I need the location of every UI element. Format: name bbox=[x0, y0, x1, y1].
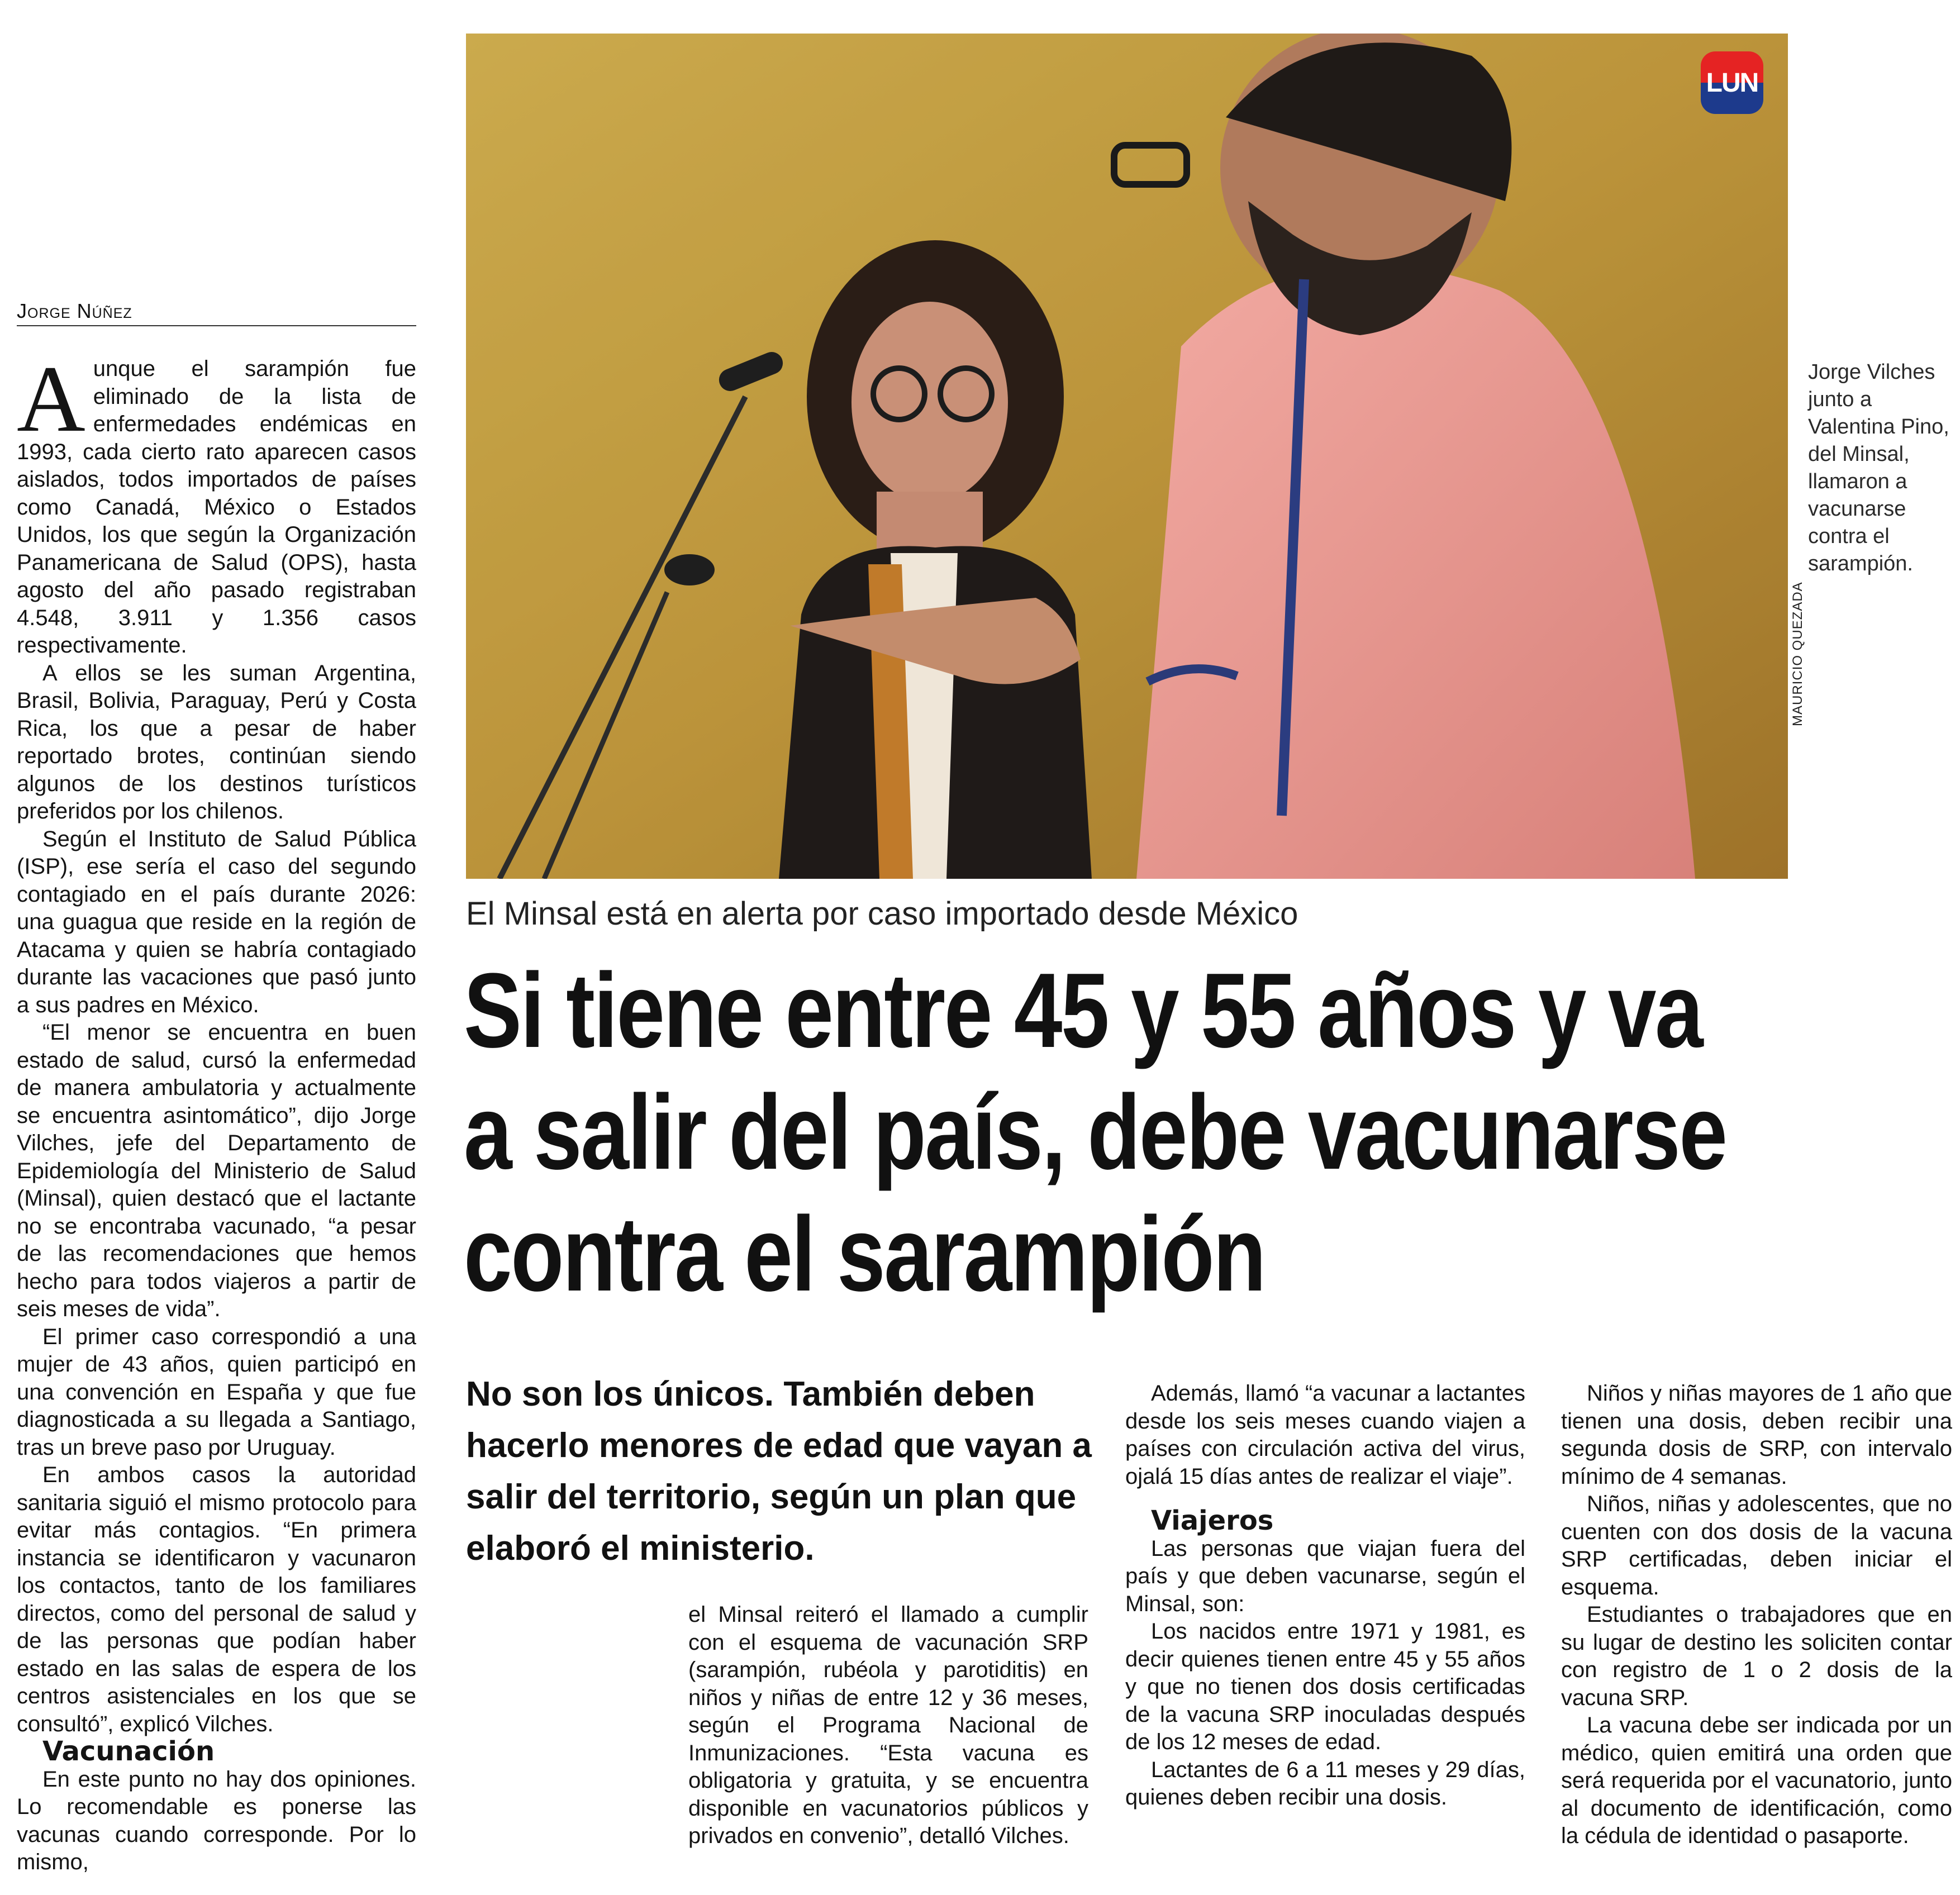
paragraph: unque el sarampión fue eliminado de la lista de enfermedades endémicas en 1993, cada cierto rato aparecen casos aislados, todos importados de países como Canadá, México o Estados Unidos, los que según la Organización Panamericana de Salud (OPS), hasta agosto del año pasado registraban 4.548, 3.911 y 1.356 casos respectivamente. bbox=[17, 356, 416, 658]
photo-credit: MAURICIO QUEZADA bbox=[1790, 582, 1805, 726]
paragraph: Además, llamó “a vacunar a lactantes desde los seis meses cuando viajen a países con circulación activa del virus, ojalá 15 días antes de realizar el viaje”. bbox=[1125, 1381, 1525, 1489]
paragraph: El primer caso correspondió a una mujer de 43 años, quien participó en una convención en España y que fue diagnosticada a su llegada a Santiago, tras un breve paso por Uruguay. bbox=[17, 1324, 416, 1460]
paragraph: Los nacidos entre 1971 y 1981, es decir quienes tienen entre 45 y 55 años y que no tienen dos dosis certificadas de la vacuna SRP inoculadas después de los 12 meses de edad. bbox=[1125, 1619, 1525, 1754]
paragraph: Niños, niñas y adolescentes, que no cuenten con dos dosis de la vacuna SRP certificadas, deben iniciar el esquema. bbox=[1561, 1492, 1952, 1599]
lun-logo bbox=[1701, 51, 1763, 114]
paragraph: La vacuna debe ser indicada por un médico, quien emitirá una orden que será requerida por el vacunatorio, junto al documento de identificación, como la cédula de identidad o pasaporte. bbox=[1561, 1713, 1952, 1848]
lun-logo-text: LUN bbox=[1706, 68, 1758, 98]
paragraph: En este punto no hay dos opiniones. Lo recomendable es ponerse las vacunas cuando corresponde. Por lo mismo, bbox=[17, 1767, 416, 1874]
headline-line-1: Si tiene entre 45 y 55 años y va bbox=[464, 951, 1702, 1070]
paragraph: En ambos casos la autoridad sanitaria siguió el mismo protocolo para evitar más contagios. “En primera instancia se identificaron y vacunaron los contactos, tanto de los familiares directos, como del personal de salud y de las personas que podían haber estado en las salas de espera de los centros asistenciales en los que se consultó”, explicó Vilches. bbox=[17, 1463, 416, 1736]
paragraph: Las personas que viajan fuera del país y que deben vacunarse, según el Minsal, son: bbox=[1125, 1536, 1525, 1616]
paragraph: Niños y niñas mayores de 1 año que tienen una dosis, deben recibir una segunda dosis de SRP, con intervalo mínimo de 4 semanas. bbox=[1561, 1381, 1952, 1489]
headline-line-2: a salir del país, debe vacunarse bbox=[464, 1073, 1726, 1192]
article-column-4 bbox=[1561, 1380, 1952, 1850]
photo-caption: Jorge Vilches junto a Valentina Pino, del Minsal, llamaron a vacunarse contra el sarampión. bbox=[1808, 360, 1949, 575]
paragraph: el Minsal reiteró el llamado a cumplir con el esquema de vacunación SRP (sarampión, rubéola y parotiditis) en niños y niñas de entre 12 y 36 meses, según el Programa Nacional de Inmunizaciones. “Esta vacuna es obligatoria y gratuita, y se encuentra disponible en vacunatorios públicos y privados en convenio”, detalló Vilches. bbox=[688, 1602, 1088, 1848]
article-column-1 bbox=[17, 346, 416, 1877]
photo-illustration bbox=[466, 34, 1788, 879]
headline bbox=[464, 950, 1726, 1315]
article-column-2 bbox=[688, 1601, 1088, 1850]
article-column-3 bbox=[1125, 1380, 1525, 1812]
paragraph: A ellos se les suman Argentina, Brasil, Bolivia, Paraguay, Perú y Costa Rica, los que a pesar de haber reportado brotes, continúan siendo algunos de los destinos turísticos preferidos por los chilenos. bbox=[17, 660, 416, 823]
subheading-viajeros: Viajeros bbox=[1151, 1505, 1274, 1536]
news-photo bbox=[466, 34, 1788, 879]
headline-line-3: contra el sarampión bbox=[464, 1195, 1265, 1313]
paragraph: Según el Instituto de Salud Pública (ISP), ese sería el caso del segundo contagiado en el país durante 2026: una guagua que reside en la región de Atacama y quien se habría contagiado durante las vacaciones que pasó junto a sus padres en México. bbox=[17, 826, 416, 1017]
drop-cap: A bbox=[17, 346, 85, 451]
paragraph: Lactantes de 6 a 11 meses y 29 días, quienes deben recibir una dosis. bbox=[1125, 1757, 1525, 1810]
byline: Jorge Núñez bbox=[17, 299, 416, 326]
deck: No son los únicos. También deben hacerlo menores de edad que vayan a salir del territorio, según un plan que elaboró el ministerio. bbox=[466, 1375, 1092, 1568]
paragraph: Estudiantes o trabajadores que en su lugar de destino les soliciten contar con registro de 1 o 2 dosis de la vacuna SRP. bbox=[1561, 1602, 1952, 1710]
kicker: El Minsal está en alerta por caso importado desde México bbox=[466, 896, 1298, 932]
paragraph: “El menor se encuentra en buen estado de salud, cursó la enfermedad de manera ambulatoria y actualmente se encuentra asintomático”, dijo Jorge Vilches, jefe del Departamento de Epidemiología del Ministerio de Salud (Minsal), quien destacó que el lactante no se encontraba vacunado, “a pesar de las recomendaciones que hemos hecho para todos viajeros a partir de seis meses de vida”. bbox=[17, 1020, 416, 1321]
subheading-vacunacion: Vacunación bbox=[42, 1736, 215, 1767]
